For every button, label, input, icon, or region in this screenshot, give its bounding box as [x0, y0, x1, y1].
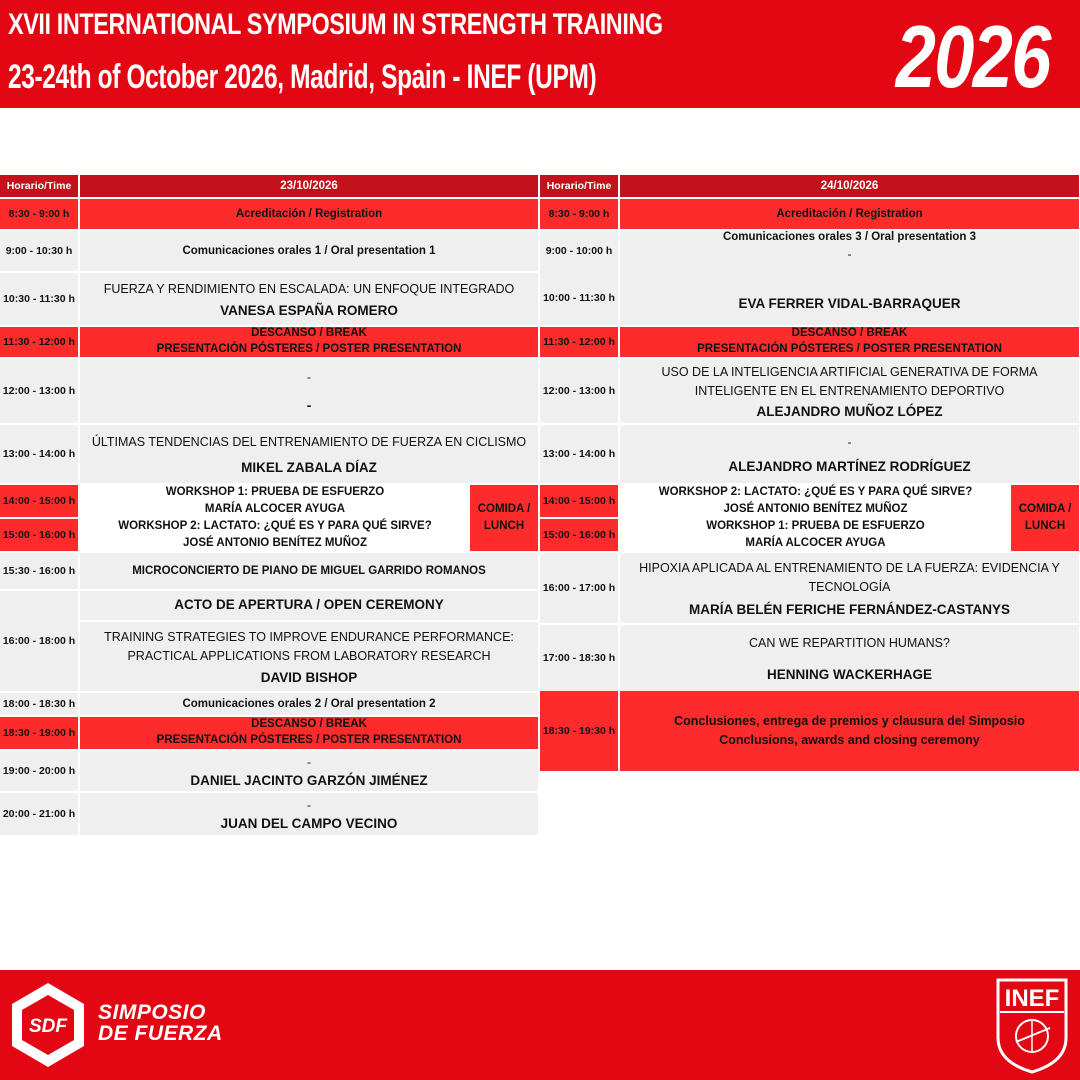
time-cell: 9:00 - 10:30 h	[0, 231, 80, 271]
symposium-title: XVII INTERNATIONAL SYMPOSIUM IN STRENGTH TRAINING	[8, 8, 663, 41]
oral-presentation-label: Comunicaciones orales 2 / Oral presentation 2	[182, 698, 436, 710]
talk-title: -	[847, 434, 852, 449]
talk-title: -	[847, 247, 852, 261]
talk-title: -	[307, 797, 311, 812]
closing-label-en: Conclusions, awards and closing ceremony	[719, 733, 980, 747]
speaker-name: DAVID BISHOP	[260, 669, 358, 685]
concert-label: MICROCONCIERTO DE PIANO DE MIGUEL GARRIDO ROMANOS	[132, 565, 486, 577]
speaker-name: ALEJANDRO MUÑOZ LÓPEZ	[756, 404, 943, 420]
time-cell: 14:00 - 15:00 h	[540, 485, 620, 517]
time-cell: 20:00 - 21:00 h	[0, 793, 80, 835]
lunch-block	[470, 485, 538, 551]
brand-line-2: DE FUERZA	[98, 1022, 223, 1045]
footer-banner	[0, 970, 1080, 1080]
talk-title: FUERZA Y RENDIMIENTO EN ESCALADA: UN ENFOQUE INTEGRADO	[103, 282, 515, 297]
schedule-row	[0, 591, 538, 691]
time-cell: 13:00 - 14:00 h	[0, 425, 80, 483]
schedule-row	[0, 793, 538, 835]
schedule-row	[0, 327, 538, 357]
workshop-speaker: JOSÉ ANTONIO BENÍTEZ MUÑOZ	[182, 537, 367, 549]
time-header: Horario/Time	[540, 175, 620, 197]
schedule-row	[0, 717, 538, 749]
time-cell: 18:30 - 19:00 h	[0, 717, 80, 749]
time-cell: 10:30 - 11:30 h	[0, 273, 80, 325]
speaker-name: VANESA ESPAÑA ROMERO	[220, 302, 398, 318]
schedule-row	[540, 425, 1079, 483]
lunch-label: COMIDA /	[1018, 502, 1072, 515]
lunch-label: COMIDA /	[477, 502, 531, 515]
date-header: 24/10/2026	[620, 175, 1079, 197]
time-cell: 18:30 - 19:30 h	[540, 691, 620, 771]
day1-header-row	[0, 175, 538, 197]
closing-row	[540, 691, 1079, 771]
talk-title: CAN WE REPARTITION HUMANS?	[749, 636, 950, 651]
talk-title: ÚLTIMAS TENDENCIAS DEL ENTRENAMIENTO DE FUERZA EN CICLISMO	[91, 435, 527, 450]
schedule-row	[540, 327, 1079, 357]
time-cell: 16:00 - 17:00 h	[540, 553, 620, 623]
svg-text:SDF: SDF	[29, 1016, 67, 1037]
workshop-row	[0, 485, 538, 517]
workshop-speaker: MARÍA ALCOCER AYUGA	[204, 503, 346, 515]
sdf-logo-icon	[8, 980, 88, 1070]
year-label: 2026	[896, 7, 1050, 106]
time-cell: 14:00 - 15:00 h	[0, 485, 80, 517]
break-label: DESCANSO / BREAK	[251, 718, 367, 731]
speaker-name: ALEJANDRO MARTÍNEZ RODRÍGUEZ	[728, 458, 971, 474]
time-cell: 15:00 - 16:00 h	[540, 519, 620, 551]
break-label: DESCANSO / BREAK	[791, 327, 908, 340]
time-cell: 9:00 - 10:00 h	[540, 231, 620, 271]
registration-label: Acreditación / Registration	[776, 208, 923, 220]
time-cell: 11:30 - 12:00 h	[540, 327, 620, 357]
schedule-row	[0, 693, 538, 715]
schedule-row	[540, 625, 1079, 691]
oral-presentation-label: Comunicaciones orales 1 / Oral presentation 1	[182, 245, 436, 257]
workshop-speaker: JOSÉ ANTONIO BENÍTEZ MUÑOZ	[723, 503, 908, 515]
schedule-day-1	[0, 175, 538, 837]
time-header: Horario/Time	[0, 175, 80, 197]
header-banner	[0, 0, 1080, 108]
talk-title: -	[307, 369, 311, 384]
talk-title: TRAINING STRATEGIES TO IMPROVE ENDURANCE PERFORMANCE: PRACTICAL APPLICATIONS FROM LABORATORY RESEARCH	[104, 630, 514, 663]
schedule-row	[540, 231, 1079, 271]
poster-label: PRESENTACIÓN PÓSTERES / POSTER PRESENTATION	[156, 734, 462, 746]
inef-logo-icon	[994, 976, 1070, 1074]
time-cell: 15:00 - 16:00 h	[0, 519, 80, 551]
workshop-row	[540, 485, 1079, 517]
workshop-title: WORKSHOP 1: PRUEBA DE ESFUERZO	[165, 486, 385, 499]
closing-label-es: Conclusiones, entrega de premios y clausura del Simposio	[674, 713, 1025, 728]
workshop-title: WORKSHOP 2: LACTATO: ¿QUÉ ES Y PARA QUÉ SIRVE?	[118, 520, 432, 533]
time-cell: 8:30 - 9:00 h	[0, 199, 80, 229]
schedule-row	[0, 273, 538, 325]
talk-title: USO DE LA INTELIGENCIA ARTIFICIAL GENERATIVA DE FORMA INTELIGENTE EN EL ENTRENAMIENTO DEPORTIVO	[661, 364, 1038, 398]
time-cell: 8:30 - 9:00 h	[540, 199, 620, 229]
speaker-name: MIKEL ZABALA DÍAZ	[241, 459, 377, 475]
time-cell: 12:00 - 13:00 h	[0, 359, 80, 423]
time-cell: 11:30 - 12:00 h	[0, 327, 80, 357]
speaker-name: -	[306, 397, 312, 413]
schedule-row	[540, 553, 1079, 623]
speaker-name: HENNING WACKERHAGE	[766, 666, 932, 682]
schedule-row	[540, 199, 1079, 229]
time-cell: 12:00 - 13:00 h	[540, 359, 620, 423]
speaker-name: JUAN DEL CAMPO VECINO	[220, 815, 398, 831]
workshop-row	[0, 519, 538, 551]
time-cell: 17:00 - 18:30 h	[540, 625, 620, 691]
schedule-row	[0, 359, 538, 423]
schedule-row	[0, 751, 538, 791]
time-cell: 10:00 - 11:30 h	[540, 271, 620, 325]
symposium-date-location: 23-24th of October 2026, Madrid, Spain - INEF (UPM)	[8, 58, 597, 96]
schedule-row	[540, 359, 1079, 423]
date-header: 23/10/2026	[80, 175, 538, 197]
registration-label: Acreditación / Registration	[235, 208, 383, 220]
time-cell: 19:00 - 20:00 h	[0, 751, 80, 791]
schedule-row	[0, 425, 538, 483]
lunch-label: LUNCH	[483, 520, 525, 532]
lunch-block	[1011, 485, 1079, 551]
opening-ceremony-label: ACTO DE APERTURA / OPEN CEREMONY	[174, 597, 444, 612]
time-cell: 13:00 - 14:00 h	[540, 425, 620, 483]
time-cell: 18:00 - 18:30 h	[0, 693, 80, 715]
workshop-speaker: MARÍA ALCOCER AYUGA	[745, 537, 886, 549]
time-cell: 16:00 - 18:00 h	[0, 591, 80, 691]
schedule-row	[0, 553, 538, 589]
svg-text:INEF: INEF	[1004, 985, 1060, 1012]
workshop-title: WORKSHOP 2: LACTATO: ¿QUÉ ES Y PARA QUÉ SIRVE?	[658, 486, 973, 499]
workshop-row	[540, 519, 1079, 551]
schedule-row	[540, 271, 1079, 325]
lunch-label: LUNCH	[1024, 520, 1066, 532]
time-cell: 15:30 - 16:00 h	[0, 553, 80, 589]
schedule-day-2	[540, 175, 1079, 775]
sdf-brand-text	[98, 1002, 223, 1044]
speaker-name: MARÍA BELÉN FERICHE FERNÁNDEZ-CASTANYS	[688, 602, 1010, 618]
speaker-name: EVA FERRER VIDAL-BARRAQUER	[738, 296, 961, 311]
talk-title: -	[307, 754, 311, 769]
brand-line-1: SIMPOSIO	[98, 1001, 206, 1024]
poster-label: PRESENTACIÓN PÓSTERES / POSTER PRESENTATION	[697, 343, 1002, 355]
schedule-row	[0, 231, 538, 271]
workshop-title: WORKSHOP 1: PRUEBA DE ESFUERZO	[706, 520, 925, 533]
oral-presentation-label: Comunicaciones orales 3 / Oral presentation 3	[722, 231, 977, 243]
talk-title: HIPOXIA APLICADA AL ENTRENAMIENTO DE LA FUERZA: EVIDENCIA Y TECNOLOGÍA	[639, 560, 1060, 594]
poster-label: PRESENTACIÓN PÓSTERES / POSTER PRESENTATION	[156, 343, 462, 355]
break-label: DESCANSO / BREAK	[251, 327, 367, 340]
day2-header-row	[540, 175, 1079, 197]
speaker-name: DANIEL JACINTO GARZÓN JIMÉNEZ	[190, 772, 428, 788]
schedule-row	[0, 199, 538, 229]
